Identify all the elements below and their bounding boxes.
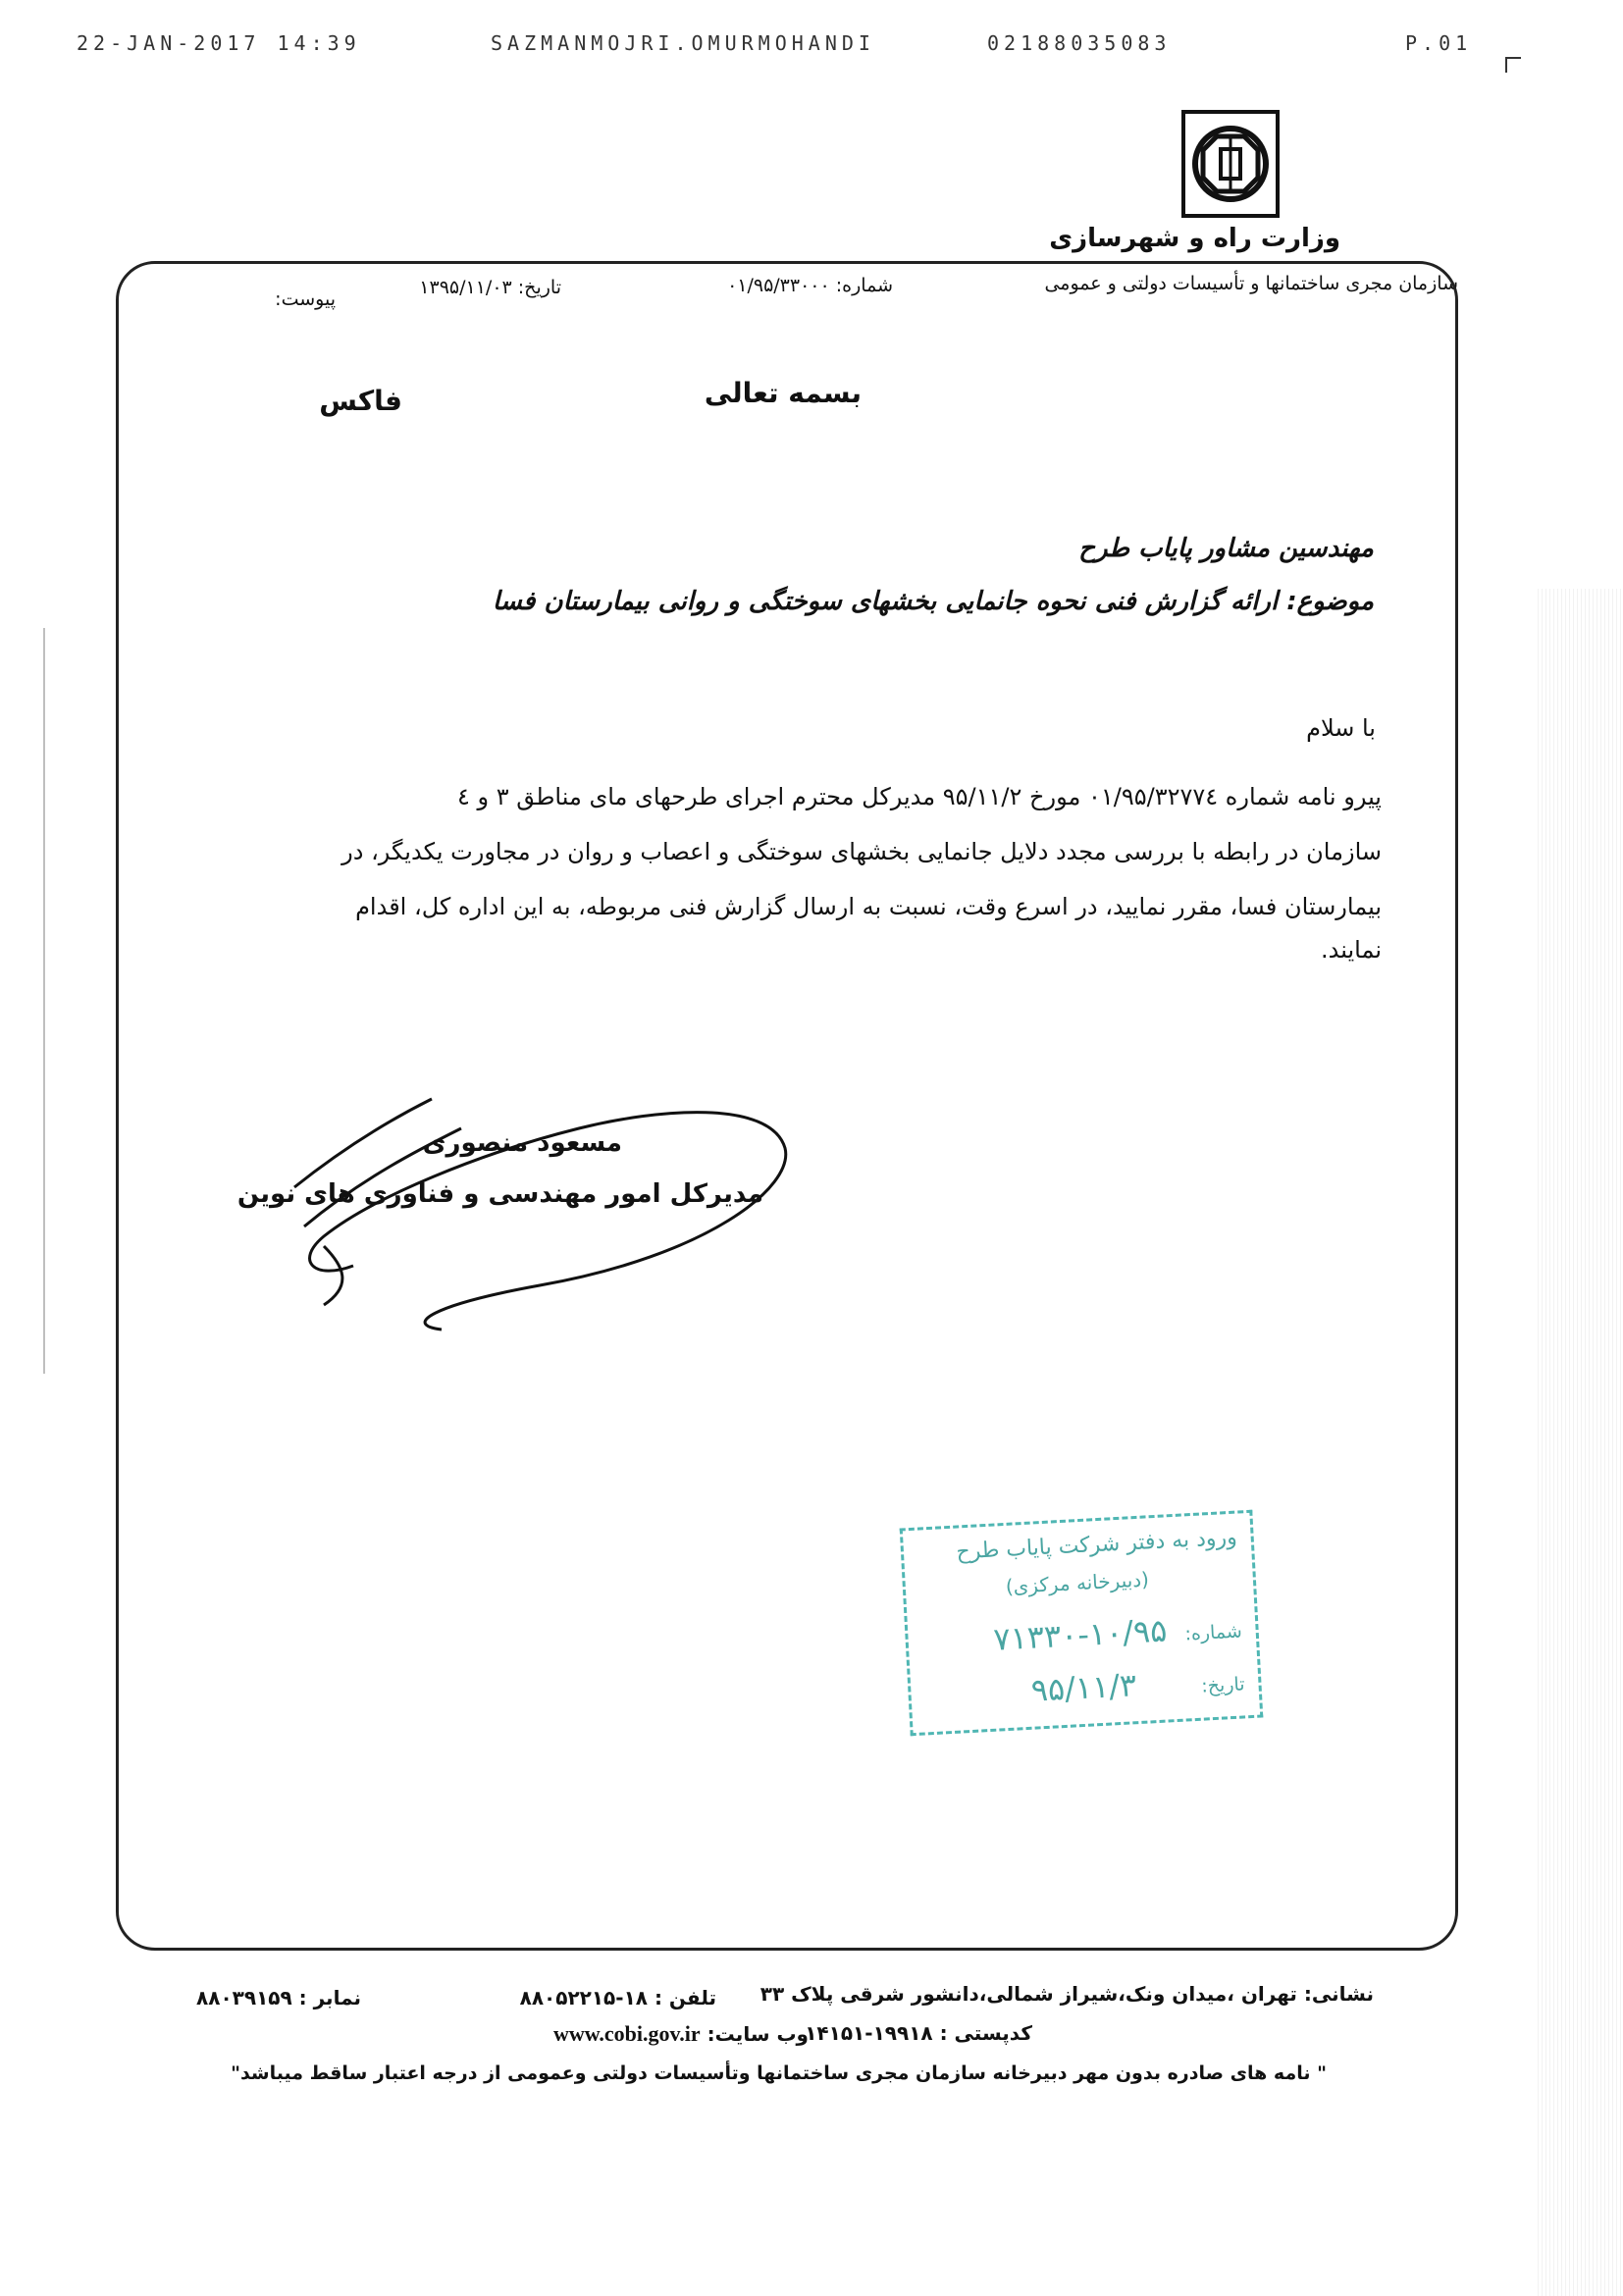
footer-fax: نمابر : ۸۸۰۳۹۱۵۹ xyxy=(196,1986,361,2009)
signature-scribble xyxy=(285,1079,814,1344)
body-line-1: پیرو نامه شماره ۰۱/۹۵/۳۲۷۷٤ مورخ ۹۵/۱۱/۲ مدیرکل محترم اجرای طرحهای مای مناطق ۳ و ٤ xyxy=(457,783,1382,810)
attachment-label: پیوست: xyxy=(275,288,336,310)
entry-stamp xyxy=(900,1510,1264,1737)
greeting: با سلام xyxy=(1306,714,1376,742)
footer-address: نشانی: تهران ،میدان ونک،شیراز شمالی،دانشور شرقی پلاک ۳۳ xyxy=(759,1982,1374,2006)
subject: موضوع: ارائه گزارش فنی نحوه جانمایی بخشهای سوختگی و روانی بیمارستان فسا xyxy=(492,587,1374,616)
footer-notice: " نامه های صادره بدون مهر دبیرخانه سازمان مجری ساختمانها وتأسیسات دولتی وعمومی از درجه اعتبار ساقط میباشد" xyxy=(231,2062,1327,2084)
signatory-title: مدیرکل امور مهندسی و فناوری های نوین xyxy=(236,1179,763,1209)
fax-number: 02188035083 xyxy=(987,31,1172,55)
fax-datetime: 22-JAN-2017 14:39 xyxy=(77,31,361,55)
fax-sender: SAZMANMOJRI.OMURMOHANDI xyxy=(491,31,875,55)
body-line-4: نمایند. xyxy=(1320,936,1382,964)
ministry-name: وزارت راه و شهرسازی xyxy=(1049,224,1340,253)
stamp-line-2: (دبیرخانه مرکزی) xyxy=(1005,1567,1150,1598)
document-type: فاکس xyxy=(319,385,402,417)
recipient: مهندسین مشاور پایاب طرح xyxy=(1078,534,1374,563)
footer-postal: کدپستی : ۱۹۹۱۸-۱۴۱۵۱ xyxy=(805,2021,1032,2045)
fax-page: P.01 xyxy=(1405,31,1473,55)
footer-website: وب سایت: www.cobi.gov.ir xyxy=(552,2021,809,2046)
body-line-2: سازمان در رابطه با بررسی مجدد دلایل جانمایی بخشهای سوختگی و اعصاب و روان در مجاورت یکدیگر، در xyxy=(341,838,1382,865)
letter-date: تاریخ: ۱۳۹۵/۱۱/۰۳ xyxy=(419,277,561,298)
corner-mark xyxy=(1505,57,1521,73)
stamp-number: شماره: ۱۰/۹۵-۷۱۳۳۰ xyxy=(992,1611,1243,1658)
scan-left-line xyxy=(43,628,45,1374)
stamp-line-1: ورود به دفتر شرکت پایاب طرح xyxy=(955,1525,1238,1565)
scan-edge-noise xyxy=(1535,589,1623,2296)
body-line-3: بیمارستان فسا، مقرر نمایید، در اسرع وقت، نسبت به ارسال گزارش فنی مربوطه، به این اداره کل، اقدام xyxy=(355,893,1382,920)
ministry-logo xyxy=(1181,110,1280,218)
invocation: بسمه تعالی xyxy=(704,377,862,409)
signatory-name: مسعود منصوری xyxy=(422,1128,622,1158)
letter-number: شماره: ۰۱/۹۵/۳۳۰۰۰ xyxy=(727,275,893,296)
organization-name: سازمان مجری ساختمانها و تأسیسات دولتی و عمومی xyxy=(1044,273,1458,294)
stamp-date: تاریخ: ۹۵/۱۱/۳ xyxy=(1029,1666,1246,1709)
footer-phone: تلفن : ۱۸-۸۸۰۵۲۲۱۵ xyxy=(519,1986,716,2009)
